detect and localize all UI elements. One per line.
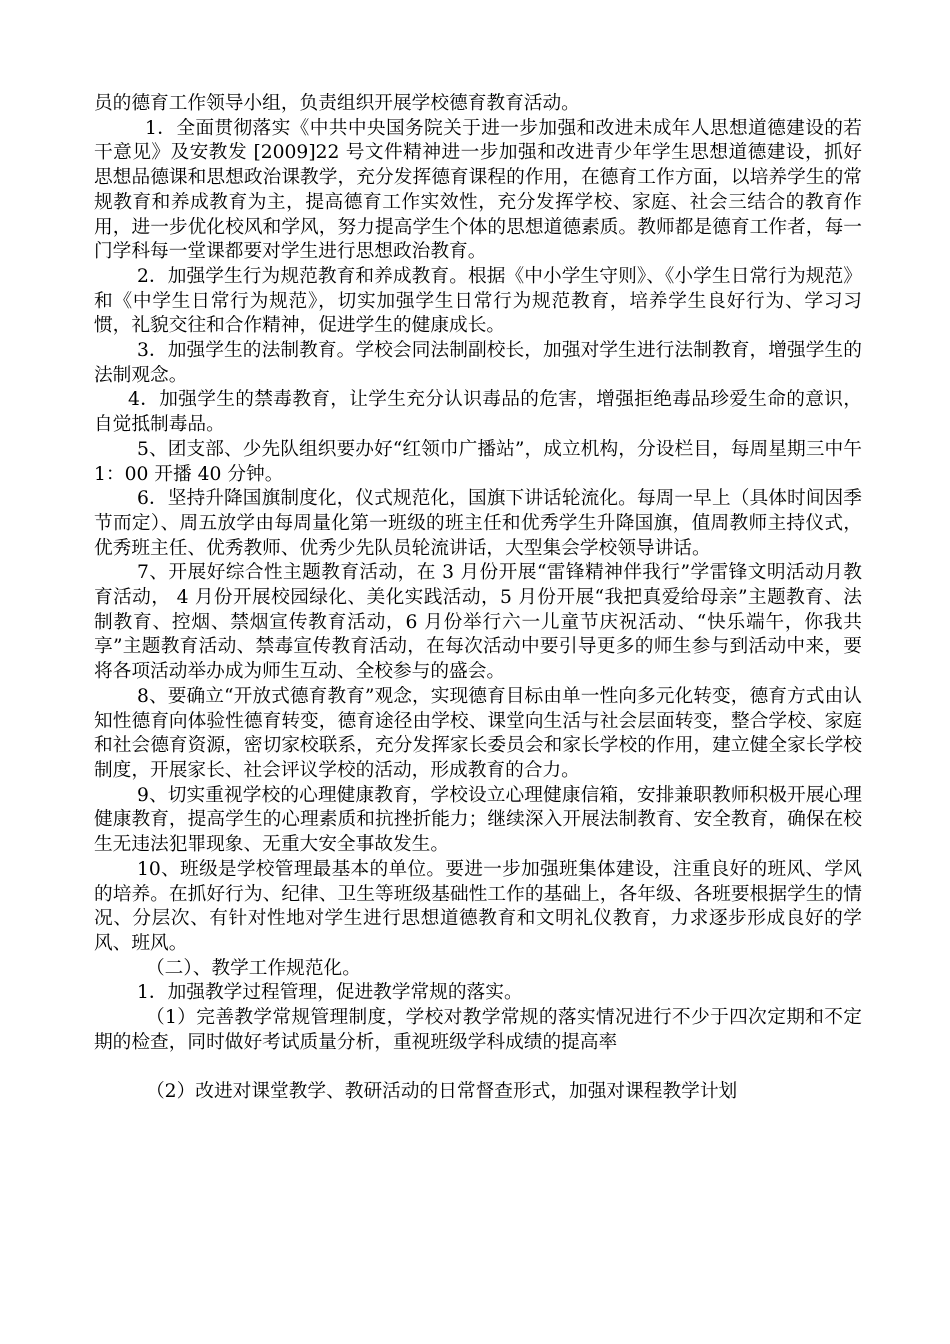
paragraph-item-2: 2．加强学生行为规范教育和养成教育。根据《中小学生守则》、《小学生日常行为规范》和《中学生日常行为规范》，切实加强学生日常行为规范教育，培养学生良好行为、学习习惯，礼貌交往和合作精神，促进学生的健康成长。 bbox=[94, 265, 862, 337]
paragraph-teaching-1-2: （2）改进对课堂教学、教研活动的日常督查形式，加强对课程教学计划 bbox=[146, 1081, 738, 1103]
paragraph-item-5: 5、团支部、少先队组织要办好“红领巾广播站”，成立机构，分设栏目，每周星期三中午 1：00 开播 40 分钟。 bbox=[94, 438, 862, 485]
paragraph-teaching-1: 1．加强教学过程管理，促进教学常规的落实。 bbox=[137, 982, 523, 1004]
paragraph-item-9: 9、切实重视学校的心理健康教育，学校设立心理健康信箱，安排兼职教师积极开展心理健康教育，提高学生的心理素质和抗挫折能力；继续深入开展法制教育、安全教育，确保在校生无违法犯罪现象、无重大安全事故发生。 bbox=[94, 784, 862, 856]
paragraph-item-4: 4．加强学生的禁毒教育，让学生充分认识毒品的危害，增强拒绝毒品珍爱生命的意识，自觉抵制毒品。 bbox=[94, 389, 862, 436]
document-body bbox=[94, 92, 862, 1105]
paragraph-teaching-1-1: （1）完善教学常规管理制度，学校对教学常规的落实情况进行不少于四次定期和不定期的检查，同时做好考试质量分析，重视班级学科成绩的提高率 bbox=[94, 1007, 862, 1053]
section-heading-teaching: （二）、教学工作规范化。 bbox=[146, 957, 361, 979]
paragraph-item-8: 8、要确立“开放式德育教育”观念，实现德育目标由单一性向多元化转变，德育方式由认知性德育向体验性德育转变，德育途径由学校、课堂向生活与社会层面转变，整合学校、家庭和社会德育资源，密切家校联系，充分发挥家长委员会和家长学校的作用，建立健全家长学校制度，开展家长、社会评议学校的活动，形成教育的合力。 bbox=[94, 685, 862, 781]
paragraph-item-7: 7、开展好综合性主题教育活动，在 3 月份开展“雷锋精神伴我行”学雷锋文明活动月教育活动， 4 月份开展校园绿化、美化实践活动，5 月份开展“我把真爱给母亲”主题教育、法制教育、控烟、禁烟宣传教育活动，6 月份举行六一儿童节庆祝活动、“快乐端午，你我共享”主题教育活动、禁毒宣传教育活动，在每次活动中要引导更多的师生参与到活动中来，要将各项活动举办成为师生互动、全校参与的盛会。 bbox=[94, 562, 862, 683]
paragraph-intro: 员的德育工作领导小组，负责组织开展学校德育教育活动。 bbox=[94, 93, 580, 114]
paragraph-item-6: 6．坚持升降国旗制度化，仪式规范化，国旗下讲话轮流化。每周一早上（具体时间因季节而定）、周五放学由每周量化第一班级的班主任和优秀学生升降国旗，值周教师主持仪式，优秀班主任、优秀教师、优秀少先队员轮流讲话，大型集会学校领导讲话。 bbox=[94, 488, 862, 559]
paragraph-item-10: 10、班级是学校管理最基本的单位。要进一步加强班集体建设，注重良好的班风、学风的培养。在抓好行为、纪律、卫生等班级基础性工作的基础上，各年级、各班要根据学生的情况、分层次、有针对性地对学生进行思想道德教育和文明礼仪教育，力求逐步形成良好的学风、班风。 bbox=[94, 858, 862, 954]
paragraph-item-1: 1．全面贯彻落实《中共中央国务院关于进一步加强和改进未成年人思想道德建设的若干意见》及安教发 [2009]22 号文件精神进一步加强和改进青少年学生思想道德建设，抓好思想品德课和思想政治课教学，充分发挥德育课程的作用，在德育工作方面，以培养学生的常规教育和养成教育为主，提高德育工作实效性，充分发挥学校、家庭、社会三结合的教育作用，进一步优化校风和学风，努力提高学生个体的思想道德素质。教师都是德育工作者，每一门学科每一堂课都要对学生进行思想政治教育。 bbox=[94, 117, 862, 263]
paragraph-item-3: 3．加强学生的法制教育。学校会同法制副校长，加强对学生进行法制教育，增强学生的法制观念。 bbox=[94, 340, 862, 386]
